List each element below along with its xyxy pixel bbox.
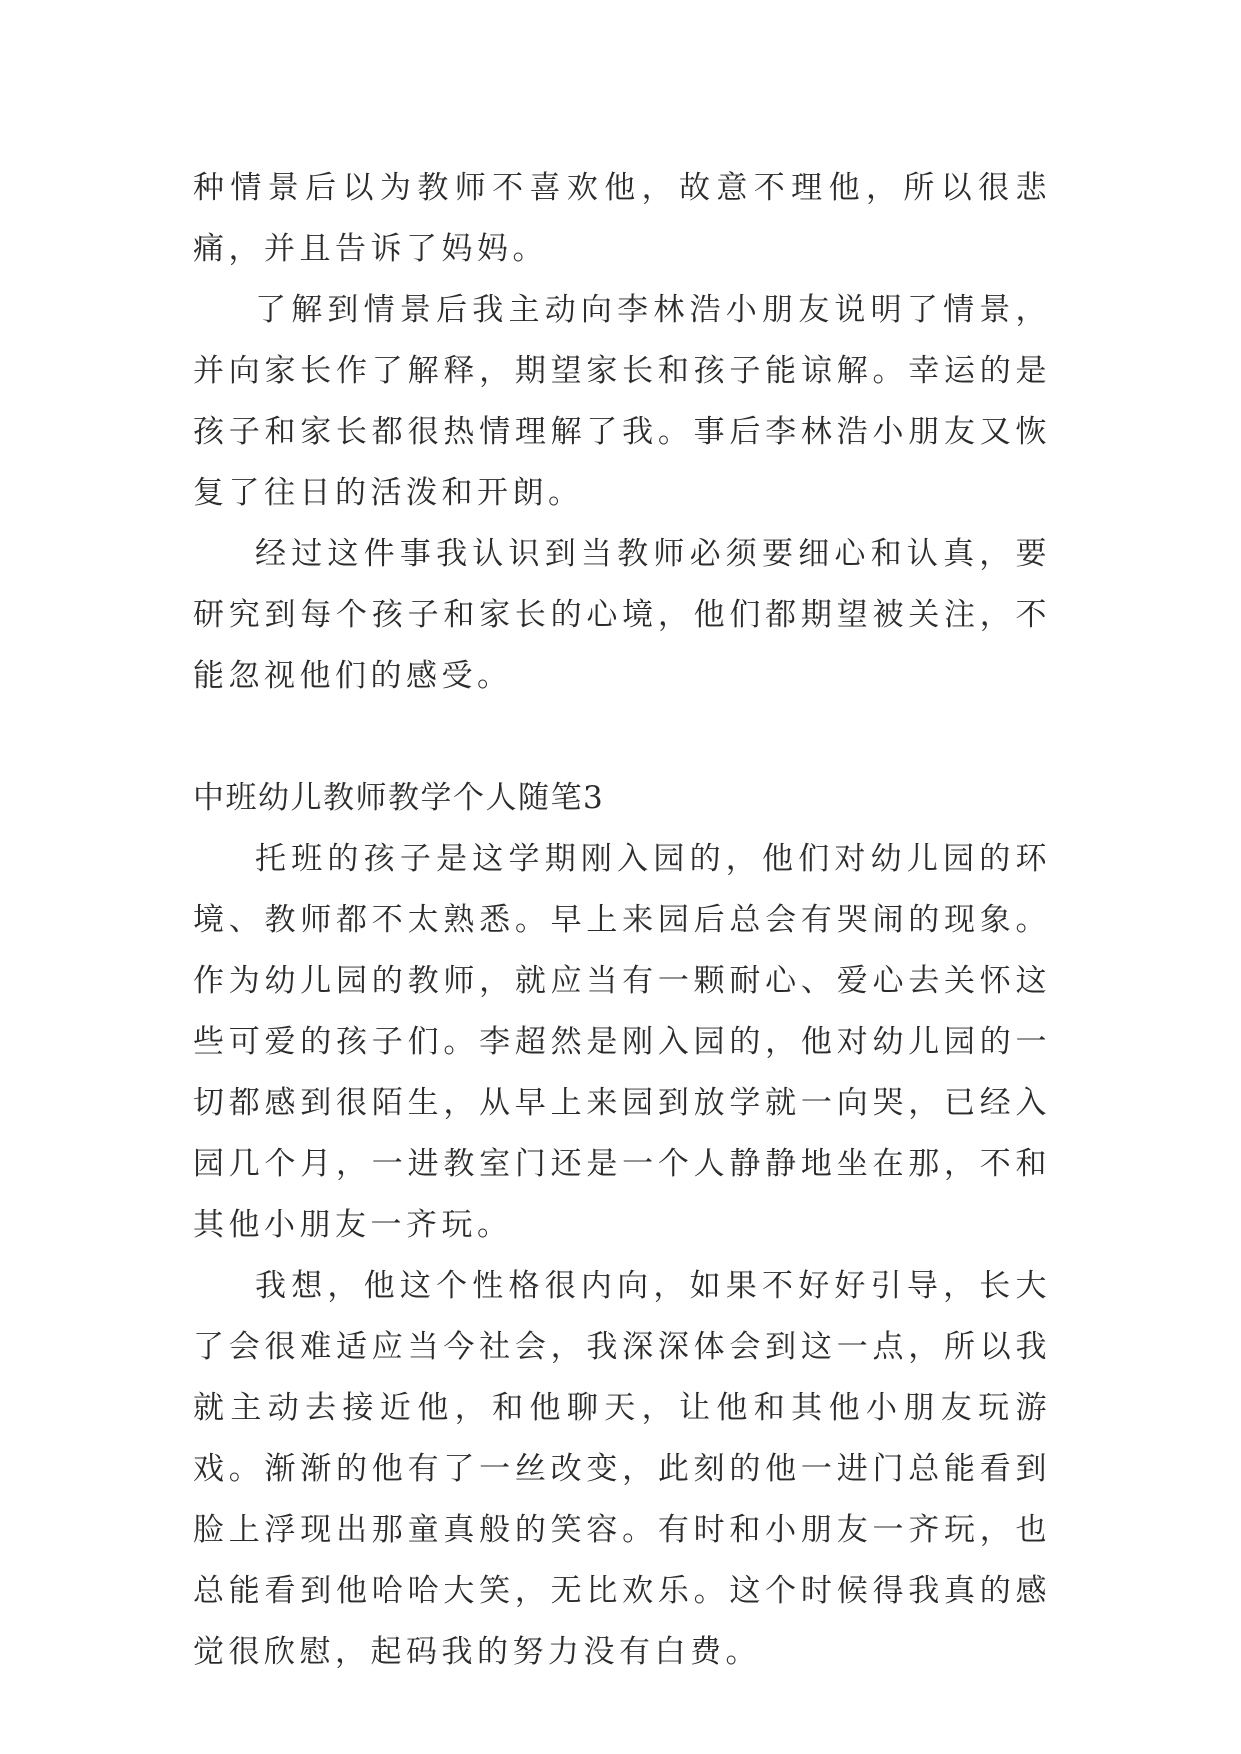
- paragraph-reflection: 经过这件事我认识到当教师必须要细心和认真，要研究到每个孩子和家长的心境，他们都期望被关注，不能忽视他们的感受。: [193, 536, 1051, 694]
- document-body: [193, 158, 1051, 1683]
- section-spacer: [193, 707, 1051, 768]
- section-title: 中班幼儿教师教学个人随笔3: [193, 780, 605, 816]
- paragraph-explanation: 了解到情景后我主动向李林浩小朋友说明了情景，并向家长作了解释，期望家长和孩子能谅解。幸运的是孩子和家长都很热情理解了我。事后李林浩小朋友又恢复了往日的活泼和开朗。: [193, 292, 1051, 511]
- paragraph-guidance: 我想，他这个性格很内向，如果不好好引导，长大了会很难适应当今社会，我深深体会到这一点，所以我就主动去接近他，和他聊天，让他和其他小朋友玩游戏。渐渐的他有了一丝改变，此刻的他一进门总能看到脸上浮现出那童真般的笑容。有时和小朋友一齐玩，也总能看到他哈哈大笑，无比欢乐。这个时候得我真的感觉很欣慰，起码我的努力没有白费。: [193, 1268, 1051, 1670]
- paragraph-toddler-class: 托班的孩子是这学期刚入园的，他们对幼儿园的环境、教师都不太熟悉。早上来园后总会有哭闹的现象。作为幼儿园的教师，就应当有一颗耐心、爱心去关怀这些可爱的孩子们。李超然是刚入园的，他对幼儿园的一切都感到很陌生，从早上来园到放学就一向哭，已经入园几个月，一进教室门还是一个人静静地坐在那，不和其他小朋友一齐玩。: [193, 841, 1051, 1243]
- continued-paragraph: 种情景后以为教师不喜欢他，故意不理他，所以很悲痛，并且告诉了妈妈。: [193, 170, 1051, 267]
